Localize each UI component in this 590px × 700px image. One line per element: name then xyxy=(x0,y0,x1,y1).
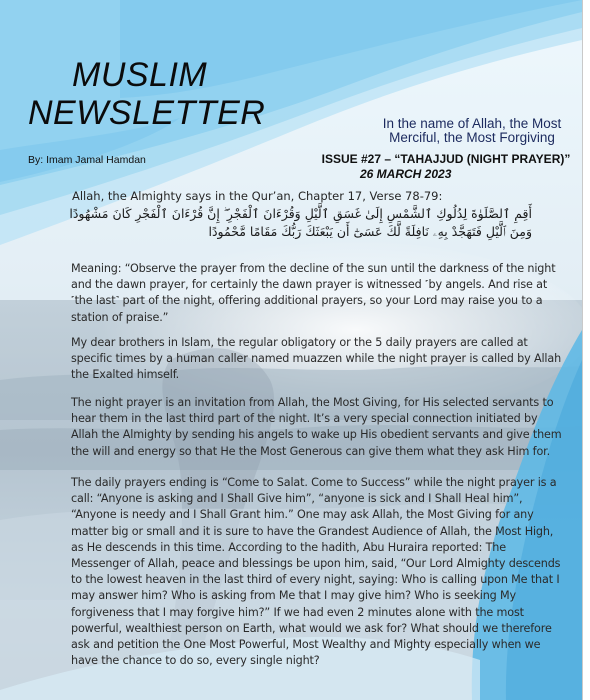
night-prayer-call-paragraph: The daily prayers ending is “Come to Salat. Come to Success” while the night prayer is a call: “Anyone is asking and I Shall Give him”, “anyone is sick and I Shall Heal him”, “Anyone is needy and I Shall Grant him.” One may ask Allah, the Most Giving for any matter big or small and it is sure to have the Grandest Audience of Allah, the Most High, as He descends in this time. According to the hadith, Abu Huraira reported: The Messenger of Allah, peace and blessings be upon him, said, “Our Lord Almighty descends to the lowest heaven in the last third of every night, saying: Who is calling upon Me that I may answer him? Who is asking from Me that I may give him? Who is seeking My forgiveness that I may forgive him?” If we had even 2 minutes alone with the most powerful, wealthiest person on Earth, what would we ask for? What should we therefore ask and petition the One Most Powerful, Most Wealthy and Mighty especially when we have the chance to do so, every single night? xyxy=(71,476,561,668)
issue-date: 26 MARCH 2023 xyxy=(360,167,452,181)
verse-meaning-paragraph: Meaning: “Observe the prayer from the decline of the sun until the darkness of the night and the dawn prayer, for certainly the dawn prayer is witnessed ˹by angels. And rise at ˹the last˺ part of the night, offering additional prayers, so your Lord may raise you to a station of praise.” xyxy=(71,262,556,324)
quran-reference-intro: Allah, the Almighty says in the Qur’an, Chapter 17, Verse 78-79: xyxy=(72,189,443,203)
newsletter-title-line2: NEWSLETTER xyxy=(28,94,266,132)
newsletter-title-line1: MUSLIM xyxy=(72,56,208,94)
author-byline: By: Imam Jamal Hamdan xyxy=(28,154,146,166)
page-edge xyxy=(582,0,590,700)
daily-prayers-paragraph: My dear brothers in Islam, the regular obligatory or the 5 daily prayers are called at specific times by a human caller named muazzen while the night prayer is called by Allah the Exalted himself. xyxy=(71,336,562,382)
arabic-verse-line1: أَقِمِ ٱلصَّلَوٰةَ لِدُلُوكِ ٱلشَّمْسِ إِلَىٰ غَسَقِ ٱلَّيْلِ وَقُرْءَانَ ٱلْفَجْرِ ۖ إِنَّ قُرْءَانَ ٱلْفَجْرِ كَانَ مَشْهُودًا xyxy=(69,206,532,221)
issue-heading: ISSUE #27 – “TAHAJJUD (NIGHT PRAYER)” xyxy=(321,152,571,166)
basmala-tagline: In the name of Allah, the Most Merciful, the Most Forgiving xyxy=(382,116,562,145)
night-prayer-invitation-paragraph: The night prayer is an invitation from Allah, the Most Giving, for His selected servants to hear them in the last third part of the night. It’s a very special connection initiated by Allah the Almighty by sending his angels to wake up His obedient servants and give them the will and energy so that He the Most Generous can give them what they ask Him for. xyxy=(71,396,562,458)
arabic-verse-line2: وَمِنَ ٱلَّيْلِ فَتَهَجَّدْ بِهِۦ نَافِلَةً لَّكَ عَسَىٰٓ أَن يَبْعَثَكَ رَبُّكَ مَقَامًا مَّحْمُودًا xyxy=(208,224,532,239)
